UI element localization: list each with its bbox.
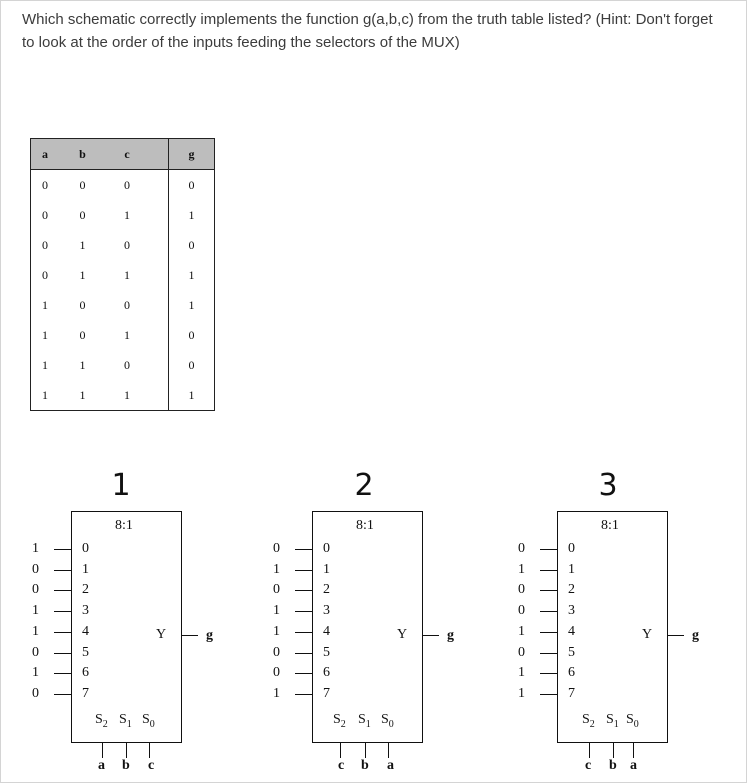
select-wire bbox=[613, 743, 614, 758]
question-text: Which schematic correctly implements the function g(a,b,c) from the truth table listed? (Hint: Don't forget to look at the order of the inputs feeding the selectors of the MUX) bbox=[22, 11, 713, 51]
truth-table-header-g: g bbox=[169, 139, 215, 170]
input-wire bbox=[54, 549, 71, 550]
mux-input-index: 2 bbox=[82, 582, 89, 598]
table-row bbox=[31, 350, 215, 380]
mux-input-index: 5 bbox=[323, 644, 330, 660]
table-cell: 0 bbox=[124, 177, 130, 192]
select-wire bbox=[633, 743, 634, 758]
input-wire bbox=[295, 673, 312, 674]
mux-title: 3 bbox=[598, 468, 618, 503]
mux-input-index: 5 bbox=[82, 644, 89, 660]
table-cell: 0 bbox=[169, 230, 215, 260]
input-wire bbox=[54, 611, 71, 612]
select-letter: S bbox=[142, 712, 150, 727]
mux-input-value: 1 bbox=[32, 665, 39, 681]
select-wire bbox=[149, 743, 150, 758]
table-separator-cell bbox=[148, 170, 169, 201]
select-letter: S bbox=[119, 712, 127, 727]
output-wire bbox=[423, 635, 439, 636]
mux-input-value: 0 bbox=[518, 644, 525, 660]
mux-input-value: 0 bbox=[518, 541, 525, 556]
input-wire bbox=[295, 632, 312, 633]
mux-input-value: 1 bbox=[32, 623, 39, 639]
mux-select-label bbox=[142, 712, 155, 733]
mux-input-index: 5 bbox=[568, 644, 575, 660]
table-cell: 0 bbox=[79, 207, 86, 222]
select-subscript: 1 bbox=[613, 718, 619, 730]
input-wire bbox=[540, 632, 557, 633]
table-row bbox=[31, 290, 215, 320]
mux-input-index: 6 bbox=[323, 665, 330, 681]
truth-table-separator bbox=[148, 139, 169, 170]
select-letter: S bbox=[95, 712, 103, 727]
input-wire bbox=[54, 570, 71, 571]
mux-input-index: 4 bbox=[568, 623, 575, 639]
mux-select-label bbox=[119, 712, 132, 733]
mux-input-index: 3 bbox=[323, 603, 330, 619]
input-wire bbox=[295, 590, 312, 591]
input-wire bbox=[540, 549, 557, 550]
mux-output-signal: g bbox=[692, 628, 699, 643]
table-cell: 0 bbox=[31, 260, 60, 290]
table-separator-cell bbox=[148, 260, 169, 290]
truth-table-header-b: b bbox=[59, 139, 106, 170]
table-cell: 0 bbox=[124, 297, 130, 312]
mux-type-label: 8:1 bbox=[601, 518, 619, 533]
mux-input-value: 0 bbox=[518, 603, 525, 619]
table-cell: 0 bbox=[31, 200, 60, 230]
mux-input-index: 2 bbox=[568, 582, 575, 598]
input-wire bbox=[540, 694, 557, 695]
table-row bbox=[31, 170, 215, 201]
mux-input-index: 7 bbox=[82, 685, 89, 701]
table-cell: 1 bbox=[106, 380, 148, 411]
mux-select-signal: b bbox=[609, 758, 617, 773]
mux-type-label: 8:1 bbox=[115, 518, 133, 533]
table-cell: 1 bbox=[169, 200, 215, 230]
mux-input-index: 1 bbox=[568, 561, 575, 577]
table-cell: 1 bbox=[31, 380, 60, 411]
select-letter: S bbox=[358, 712, 366, 727]
input-wire bbox=[54, 632, 71, 633]
select-wire bbox=[340, 743, 341, 758]
table-cell: 0 bbox=[169, 320, 215, 350]
mux-select-label bbox=[582, 712, 595, 733]
mux-select-signal: c bbox=[585, 758, 592, 773]
mux-output-signal: g bbox=[447, 628, 454, 643]
mux-input-value: 0 bbox=[273, 644, 280, 660]
select-letter: S bbox=[381, 712, 389, 727]
input-wire bbox=[540, 590, 557, 591]
table-separator-cell bbox=[148, 380, 169, 411]
input-wire bbox=[295, 653, 312, 654]
table-cell: 0 bbox=[31, 170, 60, 201]
table-cell: 1 bbox=[124, 207, 130, 222]
table-cell: 1 bbox=[124, 267, 130, 282]
select-letter: S bbox=[582, 712, 590, 727]
select-subscript: 0 bbox=[388, 718, 394, 730]
mux-input-value: 1 bbox=[518, 623, 525, 639]
mux-input-index: 7 bbox=[323, 685, 330, 701]
mux-input-index: 0 bbox=[568, 541, 575, 556]
table-cell: 0 bbox=[79, 177, 86, 192]
mux-select-signal: a bbox=[387, 758, 394, 773]
mux-input-value: 0 bbox=[273, 541, 280, 556]
select-subscript: 0 bbox=[149, 718, 155, 730]
table-separator-cell bbox=[148, 200, 169, 230]
mux-input-index: 2 bbox=[323, 582, 330, 598]
table-cell: 1 bbox=[31, 350, 60, 380]
input-wire bbox=[295, 611, 312, 612]
mux-input-index: 1 bbox=[323, 561, 330, 577]
table-separator-cell bbox=[148, 230, 169, 260]
input-wire bbox=[540, 673, 557, 674]
mux-select-label bbox=[95, 712, 108, 733]
table-separator-cell bbox=[148, 350, 169, 380]
select-subscript: 1 bbox=[126, 718, 132, 730]
table-separator-cell bbox=[148, 320, 169, 350]
table-cell: 0 bbox=[169, 350, 215, 380]
select-wire bbox=[388, 743, 389, 758]
select-wire bbox=[126, 743, 127, 758]
mux-input-value: 1 bbox=[518, 665, 525, 681]
table-cell: 0 bbox=[79, 327, 86, 342]
mux-input-index: 3 bbox=[568, 603, 575, 619]
mux-input-value: 1 bbox=[32, 541, 39, 556]
truth-table-header-c: c bbox=[106, 139, 148, 170]
table-cell: 1 bbox=[31, 290, 60, 320]
mux-select-label bbox=[333, 712, 346, 733]
mux-select-signal: a bbox=[98, 758, 105, 773]
table-cell: 1 bbox=[169, 260, 215, 290]
output-wire bbox=[668, 635, 684, 636]
mux-select-signal: a bbox=[630, 758, 637, 773]
mux-input-index: 0 bbox=[82, 541, 89, 556]
mux-input-index: 1 bbox=[82, 561, 89, 577]
table-cell: 0 bbox=[124, 237, 130, 252]
mux-select-label bbox=[606, 712, 619, 733]
input-wire bbox=[540, 653, 557, 654]
select-letter: S bbox=[606, 712, 614, 727]
table-row bbox=[31, 200, 215, 230]
select-subscript: 2 bbox=[102, 718, 108, 730]
input-wire bbox=[295, 694, 312, 695]
table-cell: 1 bbox=[79, 267, 86, 282]
select-wire bbox=[365, 743, 366, 758]
select-letter: S bbox=[333, 712, 341, 727]
mux-input-value: 1 bbox=[518, 685, 525, 701]
mux-output-signal: g bbox=[206, 628, 213, 643]
mux-input-index: 4 bbox=[82, 623, 89, 639]
table-row bbox=[31, 380, 215, 411]
input-wire bbox=[54, 673, 71, 674]
select-subscript: 2 bbox=[589, 718, 595, 730]
truth-table bbox=[30, 138, 215, 411]
mux-select-signal: c bbox=[148, 758, 155, 773]
mux-input-value: 1 bbox=[32, 603, 39, 619]
mux-input-value: 0 bbox=[273, 582, 280, 598]
table-cell: 1 bbox=[31, 320, 60, 350]
mux-input-index: 3 bbox=[82, 603, 89, 619]
select-subscript: 2 bbox=[340, 718, 346, 730]
input-wire bbox=[540, 611, 557, 612]
mux-select-signal: b bbox=[361, 758, 369, 773]
table-cell: 1 bbox=[79, 237, 86, 252]
mux-select-signal: b bbox=[122, 758, 130, 773]
input-wire bbox=[540, 570, 557, 571]
select-subscript: 0 bbox=[633, 718, 639, 730]
table-row bbox=[31, 320, 215, 350]
input-wire bbox=[54, 590, 71, 591]
mux-input-value: 1 bbox=[273, 685, 280, 701]
mux-select-label bbox=[358, 712, 371, 733]
output-wire bbox=[182, 635, 198, 636]
select-wire bbox=[589, 743, 590, 758]
mux-input-value: 1 bbox=[273, 603, 280, 619]
mux-input-value: 1 bbox=[518, 561, 525, 577]
select-subscript: 1 bbox=[365, 718, 371, 730]
mux-input-index: 6 bbox=[568, 665, 575, 681]
table-cell: 1 bbox=[79, 357, 86, 372]
mux-input-value: 0 bbox=[32, 644, 39, 660]
mux-select-label bbox=[381, 712, 394, 733]
input-wire bbox=[54, 653, 71, 654]
mux-input-value: 0 bbox=[32, 561, 39, 577]
mux-title: 1 bbox=[111, 468, 131, 503]
input-wire bbox=[295, 549, 312, 550]
mux-type-label: 8:1 bbox=[356, 518, 374, 533]
mux-input-index: 4 bbox=[323, 623, 330, 639]
table-separator-cell bbox=[148, 290, 169, 320]
table-cell: 1 bbox=[59, 380, 106, 411]
mux-output-label: Y bbox=[397, 627, 408, 642]
select-letter: S bbox=[626, 712, 634, 727]
mux-input-value: 0 bbox=[32, 685, 39, 701]
mux-input-value: 0 bbox=[273, 665, 280, 681]
mux-input-value: 0 bbox=[32, 582, 39, 598]
mux-title: 2 bbox=[354, 468, 374, 503]
mux-output-label: Y bbox=[156, 627, 167, 642]
input-wire bbox=[54, 694, 71, 695]
mux-input-value: 1 bbox=[273, 623, 280, 639]
mux-input-index: 6 bbox=[82, 665, 89, 681]
table-cell: 0 bbox=[169, 170, 215, 201]
table-row bbox=[31, 230, 215, 260]
mux-input-index: 0 bbox=[323, 541, 330, 556]
input-wire bbox=[295, 570, 312, 571]
mux-input-value: 1 bbox=[273, 561, 280, 577]
table-cell: 1 bbox=[169, 290, 215, 320]
table-cell: 0 bbox=[124, 357, 130, 372]
table-cell: 1 bbox=[124, 327, 130, 342]
mux-input-index: 7 bbox=[568, 685, 575, 701]
table-row bbox=[31, 260, 215, 290]
mux-input-value: 0 bbox=[518, 582, 525, 598]
mux-output-label: Y bbox=[642, 627, 653, 642]
mux-select-signal: c bbox=[338, 758, 345, 773]
table-cell: 0 bbox=[79, 297, 86, 312]
mux-select-label bbox=[626, 712, 639, 733]
table-cell: 1 bbox=[169, 380, 215, 411]
truth-table-header-a: a bbox=[31, 139, 60, 170]
select-wire bbox=[102, 743, 103, 758]
table-cell: 0 bbox=[31, 230, 60, 260]
